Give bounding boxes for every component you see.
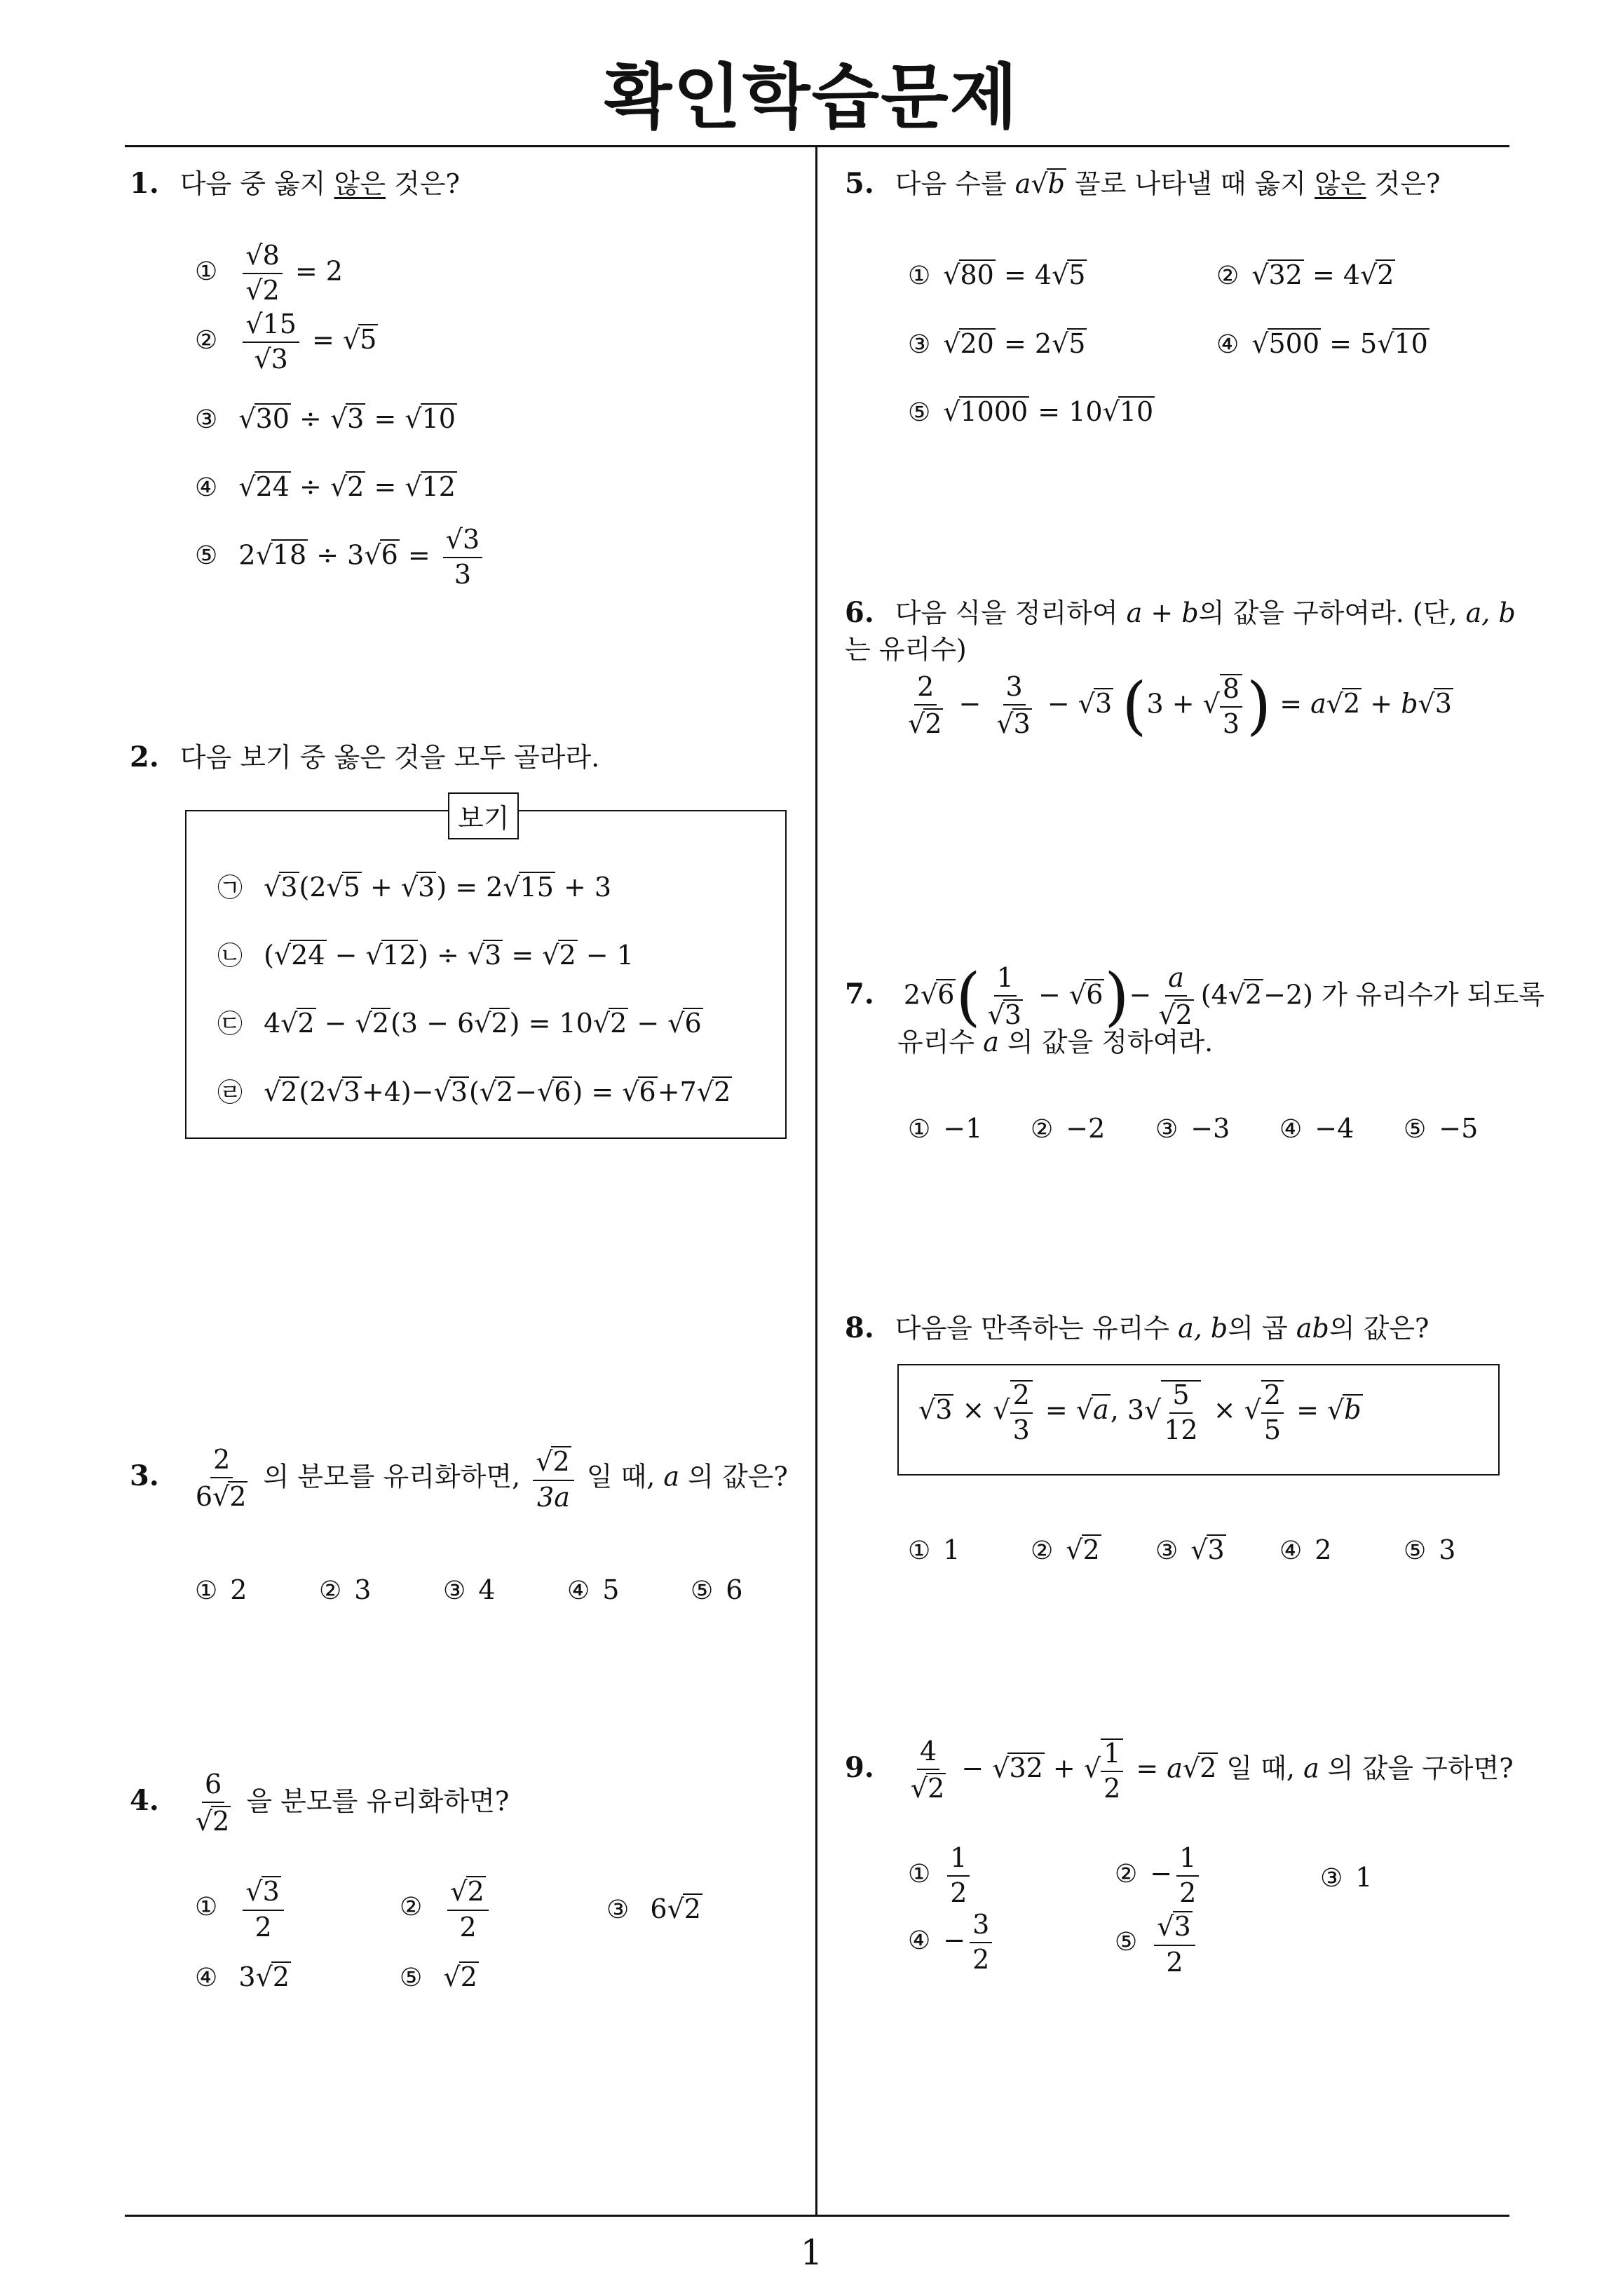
radicand: 2 <box>347 471 365 502</box>
radicand: 12 <box>421 471 456 502</box>
question-5: 5. 다음 수를 a√b 꼴로 나타낼 때 옳지 않은 것은? <box>845 166 1440 202</box>
coefficient: 3 <box>347 539 365 571</box>
question-4: 4. $\frac{6}{√2}$ 을 분모를 유리화하면? <box>130 1769 510 1837</box>
option-mark: ① <box>908 262 931 290</box>
q1-option-5[interactable]: ⑤ 2√18 ÷ 3√6 = $\frac{√3}{3}$ <box>195 526 487 589</box>
question-underlined-text: 않은 <box>1315 168 1366 199</box>
q4-option-3[interactable]: ③ 6√2 <box>606 1893 701 1924</box>
radicand: 18 <box>272 539 307 571</box>
numerator: 2 <box>210 1446 233 1478</box>
bogi-mark: ㉢ <box>217 1010 243 1039</box>
q4-option-2[interactable]: ② $\frac{√2}{2}$ <box>400 1876 493 1942</box>
radicand: 10 <box>1394 328 1428 359</box>
question-underlined-text: 않은 <box>334 168 386 199</box>
option-mark: ④ <box>1216 330 1240 359</box>
coefficient: 6 <box>650 1893 667 1924</box>
variables: a, b <box>1465 597 1516 628</box>
product: ab <box>1296 1313 1329 1344</box>
rhs: = 2 <box>294 255 343 287</box>
denominator: 2 <box>459 1911 477 1943</box>
q7-option-3[interactable] <box>1155 1113 1230 1144</box>
variable: a <box>983 1027 999 1058</box>
bogi-item-3[interactable]: ㉢ 4√2 − √2(3 − 6√2) = 10√2 − √6 <box>217 1004 703 1040</box>
bogi-label: 보기 <box>448 792 519 839</box>
option-mark: ⑤ <box>400 1964 423 1992</box>
q8-option-5[interactable] <box>1404 1534 1455 1565</box>
column-divider <box>815 147 817 2215</box>
q4-option-1[interactable]: ① $\frac{√3}{2}$ <box>195 1876 288 1942</box>
q8-option-2[interactable]: ② √2 <box>1031 1534 1100 1565</box>
question-text: 의 값을 구하여라. (단, <box>1198 597 1466 628</box>
option-value: 1 <box>943 1534 960 1565</box>
question-7: 7. 2√6( $\frac{1}{√3}$ − √6)− $\frac{a}{√2}$ (4√2−2) 가 유리수가 되도록 <box>845 959 1544 1034</box>
radicand: 10 <box>421 403 456 434</box>
q3-option-1[interactable] <box>195 1574 247 1605</box>
q5-option-1[interactable]: ① √80 = 4√5 <box>908 259 1086 290</box>
question-2 <box>130 739 599 776</box>
coefficient: 10 <box>1068 396 1103 427</box>
radicand: 2 <box>229 1480 247 1512</box>
q1-option-1[interactable]: ① $\frac{√8}{√2}$ = 2 <box>195 240 343 306</box>
q8-option-3[interactable]: ③ √3 <box>1155 1534 1225 1565</box>
radicand: 15 <box>262 309 297 339</box>
option-mark: ④ <box>195 473 218 502</box>
question-1 <box>130 166 460 202</box>
q8-condition: √3 × √ $\frac{2}{3}$ = √a, 3√ $\frac{5}{12}$ × √ $\frac{2}{5}$ = √b <box>918 1379 1361 1445</box>
option-mark: ② <box>1031 1537 1054 1565</box>
radicand: 5 <box>1068 328 1086 359</box>
radicand: 3 <box>271 343 288 374</box>
coefficient: 6 <box>195 1480 213 1512</box>
question-text: 유리수 <box>897 1027 984 1058</box>
question-text: 다음 보기 중 옳은 것을 모두 골라라. <box>179 742 600 773</box>
question-number: 9. <box>845 1751 874 1785</box>
option-mark: ⑤ <box>908 398 931 427</box>
option-mark: ② <box>400 1893 423 1922</box>
coefficient: 4 <box>1343 259 1361 290</box>
q7-option-5[interactable] <box>1404 1113 1478 1144</box>
page-title: 확인학습문제 <box>604 56 1019 138</box>
question-number: 3. <box>130 1459 159 1493</box>
question-text-line2: 는 유리수) <box>845 634 967 665</box>
option-value: 2 <box>230 1574 247 1605</box>
q1-option-2[interactable]: ② $\frac{√15}{√3}$ = √5 <box>195 309 377 374</box>
denominator: 3a <box>537 1481 570 1513</box>
variable: b <box>1047 168 1065 199</box>
option-mark: ② <box>1115 1860 1138 1889</box>
option-mark: ④ <box>1279 1537 1303 1565</box>
question-9: 9. $\frac{4}{√2}$ − √32 + √ $\frac{1}{2}$ = a√2 일 때, a 의 값을 구하면? <box>845 1736 1514 1804</box>
option-mark: ① <box>908 1860 931 1889</box>
option-value: 4 <box>478 1574 496 1605</box>
page-number: 1 <box>800 2232 823 2273</box>
option-mark: ③ <box>443 1576 466 1605</box>
radicand: 2 <box>272 1961 290 1992</box>
option-mark: ③ <box>1155 1537 1179 1565</box>
option-mark: ③ <box>195 405 218 434</box>
option-mark: ③ <box>908 330 931 359</box>
question-text: 일 때, <box>1226 1753 1304 1784</box>
variable: a <box>663 1461 680 1492</box>
option-mark: ① <box>195 1893 218 1922</box>
bogi-mark: ㉠ <box>217 874 243 903</box>
q5-option-3[interactable]: ③ √20 = 2√5 <box>908 328 1086 359</box>
radicand: 2 <box>212 1805 230 1837</box>
radicand: 20 <box>960 328 994 359</box>
question-number: 2. <box>130 741 159 774</box>
q1-option-3[interactable]: ③ √30 ÷ √3 = √10 <box>195 403 456 434</box>
coefficient: 4 <box>1034 259 1052 290</box>
q7-option-4[interactable] <box>1279 1113 1354 1144</box>
option-mark: ③ <box>1155 1115 1179 1144</box>
question-text-end: 의 값은? <box>1329 1313 1430 1344</box>
bogi-item-4[interactable]: ㉣ √2(2√3+4)−√3(√2−√6) = √6+7√2 <box>217 1073 732 1109</box>
option-mark: ⑤ <box>1115 1928 1138 1957</box>
option-mark: ③ <box>1320 1864 1343 1893</box>
radicand: 3 <box>1207 1534 1225 1565</box>
coefficient: 2 <box>1034 328 1052 359</box>
radicand: 30 <box>255 403 290 434</box>
radicand: 2 <box>467 1876 484 1907</box>
radicand: 24 <box>255 471 290 502</box>
radicand: 32 <box>1268 259 1303 290</box>
question-number: 8. <box>845 1311 874 1344</box>
option-mark: ④ <box>1279 1115 1303 1144</box>
q4-option-4[interactable]: ④ 3√2 <box>195 1961 290 1992</box>
option-mark: ① <box>908 1537 931 1565</box>
operator: ÷ <box>299 471 322 502</box>
option-mark: ① <box>195 257 218 287</box>
question-text-end: 것은? <box>1366 168 1441 199</box>
q7-option-2[interactable] <box>1031 1113 1105 1144</box>
option-mark: ① <box>195 1576 218 1605</box>
radicand: 80 <box>960 259 994 290</box>
question-7-line2 <box>897 1024 1213 1060</box>
question-number: 1. <box>130 167 159 200</box>
bottom-rule <box>125 2215 1509 2217</box>
question-text: 다음을 만족하는 유리수 <box>895 1313 1179 1344</box>
equals-sign: = <box>407 539 430 571</box>
question-3: 3. $\frac{2}{6√2}$ 의 분모를 유리화하면, $\frac{√2}{3a}$ 일 때, a 의 값은? <box>130 1444 788 1513</box>
coefficient: 5 <box>1360 328 1378 359</box>
variable: a <box>1014 168 1031 199</box>
question-number: 7. <box>845 978 874 1011</box>
q5-option-5[interactable]: ⑤ √1000 = 10√10 <box>908 396 1154 427</box>
question-text-end: 의 값을 구하면? <box>1319 1753 1514 1784</box>
bogi-mark: ㉡ <box>217 942 243 971</box>
radicand: 2 <box>460 1961 477 1992</box>
q8-option-1[interactable] <box>908 1534 960 1565</box>
option-mark: ④ <box>908 1926 931 1956</box>
question-text: 가 유리수가 되도록 <box>1322 979 1544 1011</box>
option-value: 3 <box>354 1574 372 1605</box>
question-text: 의 분모를 유리화하면, <box>263 1461 521 1492</box>
question-text-end: 의 값은? <box>679 1461 788 1492</box>
radicand: 1000 <box>960 396 1028 427</box>
variable: a <box>1303 1753 1319 1784</box>
q1-option-4[interactable]: ④ √24 ÷ √2 = √12 <box>195 471 456 502</box>
radicand: 8 <box>262 240 280 271</box>
option-value: −5 <box>1439 1113 1479 1144</box>
option-value: −1 <box>943 1113 983 1144</box>
option-mark: ② <box>195 326 218 356</box>
option-mark: ⑤ <box>1404 1537 1427 1565</box>
numerator: 6 <box>202 1771 224 1803</box>
equals-sign: = <box>374 471 397 502</box>
q8-option-4[interactable] <box>1279 1534 1331 1565</box>
option-value: 5 <box>602 1574 620 1605</box>
option-value: −3 <box>1190 1113 1230 1144</box>
question-text: 다음 중 옳지 <box>179 168 334 199</box>
expression: a + b <box>1126 597 1199 628</box>
q9-option-4[interactable]: ④ − $\frac{3}{2}$ <box>908 1911 996 1974</box>
denominator: 3 <box>454 558 472 590</box>
equals-sign: = <box>374 403 397 434</box>
radicand: 5 <box>360 324 377 356</box>
option-mark: ⑤ <box>691 1576 714 1605</box>
option-value: −2 <box>1066 1113 1106 1144</box>
option-mark: ③ <box>606 1896 630 1924</box>
option-mark: ① <box>908 1115 931 1144</box>
radicand: 2 <box>552 1446 570 1477</box>
q7-option-1[interactable] <box>908 1113 982 1144</box>
q9-option-5[interactable]: ⑤ $\frac{√3}{2}$ <box>1115 1911 1200 1977</box>
radicand: 500 <box>1268 328 1320 359</box>
question-number: 4. <box>130 1784 159 1818</box>
equals-sign: = <box>312 324 334 356</box>
option-value: −4 <box>1315 1113 1354 1144</box>
question-number: 5. <box>845 167 874 200</box>
question-8 <box>845 1310 1429 1346</box>
radicand: 3 <box>463 524 480 555</box>
option-value: 3 <box>1439 1534 1456 1565</box>
denominator: 2 <box>254 1911 272 1943</box>
bogi-item-1[interactable]: ㉠ √3(2√5 + √3) = 2√15 + 3 <box>217 868 611 904</box>
operator: ÷ <box>316 539 339 571</box>
option-mark: ② <box>1216 262 1240 290</box>
option-mark: ② <box>319 1576 342 1605</box>
q3-option-2[interactable] <box>319 1574 371 1605</box>
question-text-end: 의 값을 정하여라. <box>998 1027 1214 1058</box>
coefficient: 2 <box>238 539 256 571</box>
bogi-mark: ㉣ <box>217 1079 243 1107</box>
question-6 <box>845 595 1532 668</box>
option-mark: ② <box>1031 1115 1054 1144</box>
option-value: 1 <box>1355 1862 1373 1893</box>
q3-option-4[interactable] <box>567 1574 619 1605</box>
q9-option-3[interactable] <box>1320 1862 1372 1893</box>
q6-equation: $\frac{2}{√2}$ − $\frac{3}{√3}$ − √3 (3 + √ $\frac{8}{3}$ ) = a√2 + b√3 <box>908 668 1452 743</box>
option-mark: ④ <box>195 1964 218 1992</box>
q3-option-3[interactable] <box>443 1574 495 1605</box>
option-mark: ④ <box>567 1576 590 1605</box>
question-number: 6. <box>845 596 874 629</box>
q4-option-5[interactable]: ⑤ √2 <box>400 1961 477 1992</box>
radicand: 3 <box>347 403 365 434</box>
q3-option-5[interactable] <box>691 1574 742 1605</box>
q9-option-2[interactable]: ② − $\frac{1}{2}$ <box>1115 1844 1203 1907</box>
radicand: 3 <box>262 1876 280 1907</box>
question-text: 의 곱 <box>1228 1313 1296 1344</box>
radicand: 2 <box>262 274 280 306</box>
question-text: 다음 식을 정리하여 <box>895 597 1127 628</box>
q5-option-2[interactable]: ② √32 = 4√2 <box>1216 259 1394 290</box>
q9-option-1[interactable]: ① $\frac{1}{2}$ <box>908 1844 974 1907</box>
radicand: 2 <box>684 1893 701 1924</box>
bogi-item-2[interactable]: ㉡ (√24 − √12) ÷ √3 = √2 − 1 <box>217 936 634 972</box>
radicand: 2 <box>1377 259 1394 290</box>
radicand: 2 <box>1082 1534 1100 1565</box>
option-value: 6 <box>726 1574 743 1605</box>
option-value: 2 <box>1315 1534 1332 1565</box>
variables: a, b <box>1178 1313 1228 1344</box>
coefficient: 3 <box>238 1961 256 1992</box>
radicand: 6 <box>381 539 398 571</box>
question-text: 을 분모를 유리화하면? <box>246 1785 510 1817</box>
q5-option-4[interactable]: ④ √500 = 5√10 <box>1216 328 1428 359</box>
option-mark: ⑤ <box>195 541 218 571</box>
question-text: 꼴로 나타낼 때 옳지 <box>1066 168 1315 199</box>
option-mark: ⑤ <box>1404 1115 1427 1144</box>
question-text-end: 것은? <box>385 168 460 199</box>
radicand: 10 <box>1119 396 1154 427</box>
operator: ÷ <box>299 403 322 434</box>
radicand: 5 <box>1068 259 1086 290</box>
question-text: 일 때, <box>586 1461 664 1492</box>
question-text: 다음 수를 <box>895 168 1015 199</box>
